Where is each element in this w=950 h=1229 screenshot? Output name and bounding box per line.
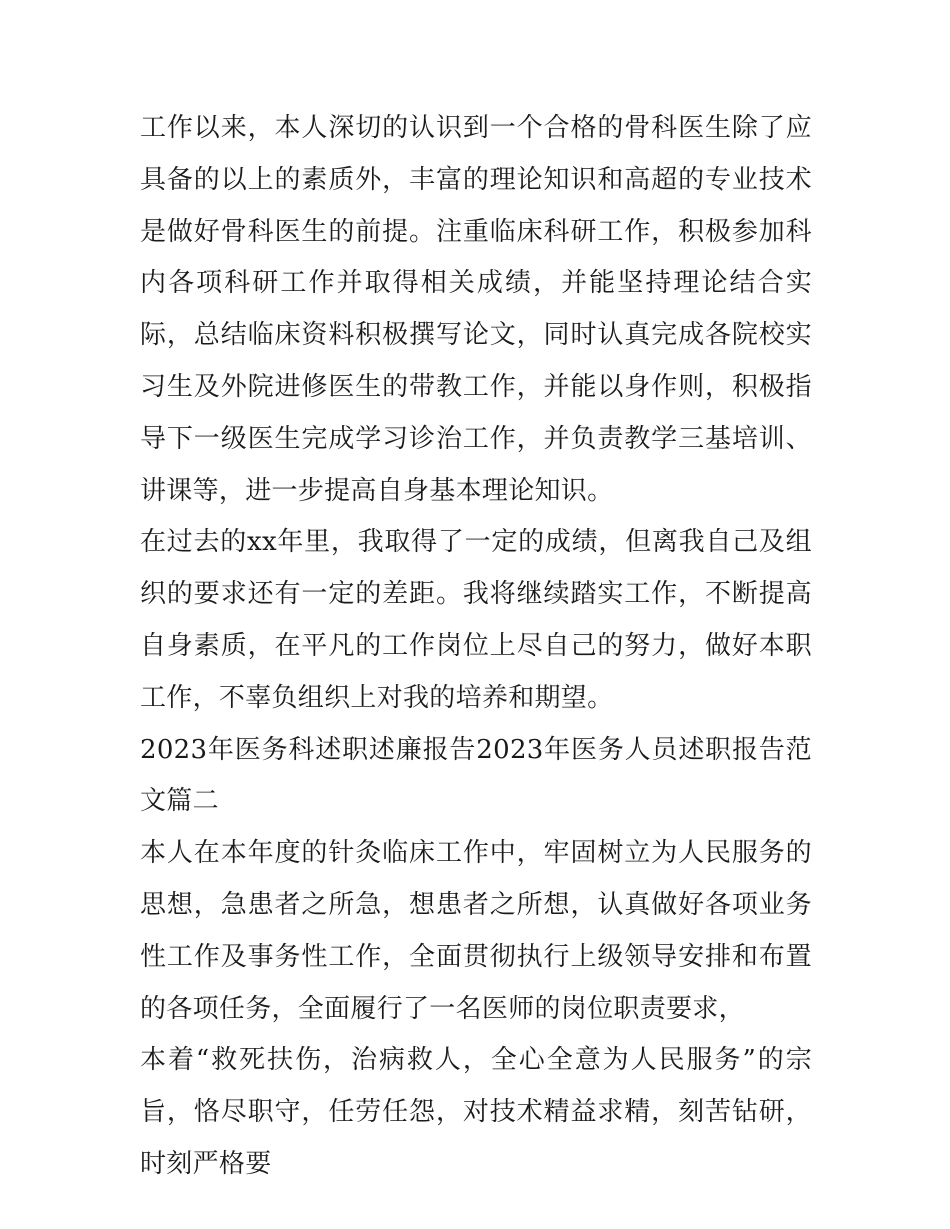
paragraph-work-experience: 工作以来，本人深切的认识到一个合格的骨科医生除了应具备的以上的素质外，丰富的理论知识和高超的专业技术是做好骨科医生的前提。注重临床科研工作，积极参加科内各项科研工作并取得相关成绩，并能坚持理论结合实际，总结临床资料积极撰写论文，同时认真完成各院校实习生及外院进修医生的带教工作，并能以身作则，积极指导下一级医生完成学习诊治工作，并负责教学三基培训、讲课等，进一步提高自身基本理论知识。 (140, 113, 812, 506)
paragraph-principles: 本着“救死扶伤，治病救人，全心全意为人民服务”的宗旨，恪尽职守，任劳任怨，对技术精益求精，刻苦钻研，时刻严格要 (140, 1045, 812, 1179)
document-body (140, 103, 812, 1191)
paragraph-achievements: 在过去的xx年里，我取得了一定的成绩，但离我自己及组织的要求还有一定的差距。我将继续踏实工作，不断提高自身素质，在平凡的工作岗位上尽自己的努力，做好本职工作，不辜负组织上对我的培养和期望。 (140, 527, 812, 713)
section-heading: 2023年医务科述职述廉报告2023年医务人员述职报告范文篇二 (140, 734, 812, 817)
paragraph-acupuncture-work: 本人在本年度的针灸临床工作中，牢固树立为人民服务的思想，急患者之所急，想患者之所想，认真做好各项业务性工作及事务性工作，全面贯彻执行上级领导安排和布置的各项任务，全面履行了一名医师的岗位职责要求， (140, 838, 812, 1024)
